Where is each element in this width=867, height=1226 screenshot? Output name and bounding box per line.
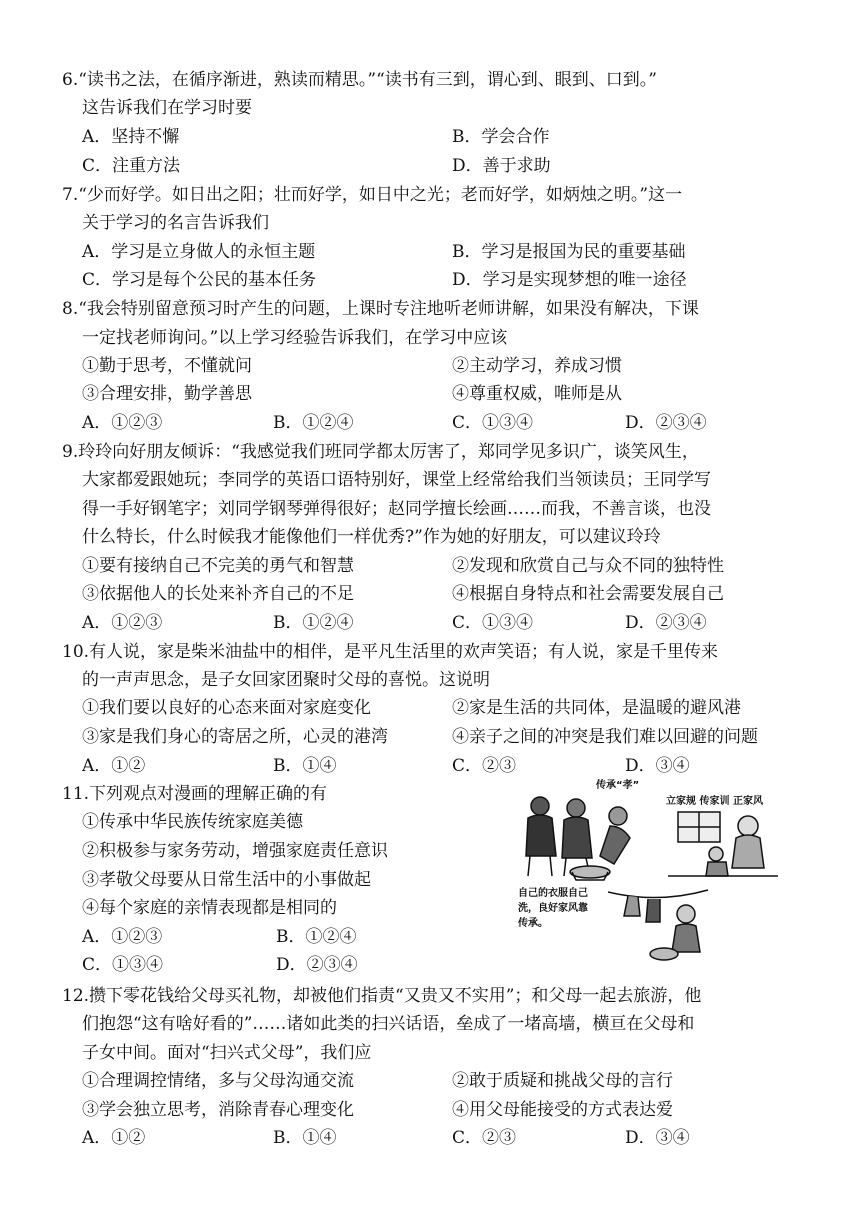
question-12-stem-line-2: 们抱怨“这有啥好看的”……诸如此类的扫兴话语，垒成了一堵高墙，横亘在父母和 <box>82 1014 695 1034</box>
question-8-stem-line-1: 8.“我会特别留意预习时产生的问题，上课时专注地听老师讲解，如果没有解决，下课 <box>62 299 699 319</box>
question-10-stem-line-1: 10.有人说，家是柴米油盐中的相伴，是平凡生活里的欢声笑语；有人说，家是千里传来 <box>62 642 719 662</box>
question-12-stem-line-1: 12.攒下零花钱给父母买礼物，却被他们指责“又贵又不实用”；和父母一起去旅游，他 <box>62 986 702 1006</box>
question-7-stem-line-2: 关于学习的名言告诉我们 <box>82 213 269 233</box>
question-11-cartoon <box>518 776 818 966</box>
question-10-item-1: ①我们要以良好的心态来面对家庭变化 <box>82 698 371 718</box>
question-11-option-a: A．①②③ <box>82 927 163 947</box>
question-9-stem-line-3: 得一手好钢笔字；刘同学钢琴弹得很好；赵同学擅长绘画……而我，不善言谈，也没 <box>82 499 711 519</box>
question-7-option-b: B．学习是报国为民的重要基础 <box>452 242 686 262</box>
question-11-item-1: ①传承中华民族传统家庭美德 <box>82 812 303 832</box>
question-11-item-4: ④每个家庭的亲情表现都是相同的 <box>82 898 337 918</box>
question-8-item-4: ④尊重权威，唯师是从 <box>452 384 622 404</box>
question-8-stem-line-2: 一定找老师询问。”以上学习经验告诉我们，在学习中应该 <box>82 328 508 348</box>
cartoon-panel-3-caption <box>518 884 588 929</box>
question-8-item-3: ③合理安排，勤学善思 <box>82 384 252 404</box>
question-6-option-a: A．坚持不懈 <box>82 127 180 147</box>
question-10-item-2: ②家是生活的共同体，是温暖的避风港 <box>452 698 741 718</box>
question-12-option-b: B．①④ <box>273 1128 337 1148</box>
question-12-item-2: ②敢于质疑和挑战父母的言行 <box>452 1071 673 1091</box>
question-12-option-a: A．①② <box>82 1128 146 1148</box>
question-12-option-c: C．②③ <box>452 1128 517 1148</box>
question-12-item-3: ③学会独立思考，消除青春心理变化 <box>82 1100 354 1120</box>
question-11-stem: 11.下列观点对漫画的理解正确的有 <box>62 784 328 804</box>
question-7-option-d: D．学习是实现梦想的唯一途径 <box>452 270 687 290</box>
question-6-option-b: B．学会合作 <box>452 127 550 147</box>
question-8-option-a: A．①②③ <box>82 413 163 433</box>
cartoon-panel-family-rules <box>668 808 778 880</box>
question-12-stem-line-3: 子女中间。面对“扫兴式父母”，我们应 <box>82 1043 372 1063</box>
caption-line-2: 洗，良好家风靠 <box>518 903 588 914</box>
question-6-stem-line-1: 6.“读书之法，在循序渐进，熟读而精思。”“读书有三到，谓心到、眼到、口到。” <box>62 70 657 90</box>
cartoon-panel-foot-washing <box>518 786 648 881</box>
question-8-option-b: B．①②④ <box>273 413 354 433</box>
question-10-option-b: B．①④ <box>273 756 337 776</box>
question-7-option-a: A．学习是立身做人的永恒主题 <box>82 242 316 262</box>
question-8-item-2: ②主动学习，养成习惯 <box>452 356 622 376</box>
question-8-item-1: ①勤于思考，不懂就问 <box>82 356 252 376</box>
question-6-option-c: C．注重方法 <box>82 156 181 176</box>
question-10-item-4: ④亲子之间的冲突是我们难以回避的问题 <box>452 727 758 747</box>
question-11-option-b: B．①②④ <box>276 927 357 947</box>
question-9-item-1: ①要有接纳自己不完美的勇气和智慧 <box>82 556 354 576</box>
question-11-option-c: C．①③④ <box>82 955 164 975</box>
question-9-stem-line-2: 大家都爱跟她玩；李同学的英语口语特别好，课堂上经常给我们当领读员；王同学写 <box>82 470 711 490</box>
question-9-item-3: ③依据他人的长处来补齐自己的不足 <box>82 584 354 604</box>
question-7-stem-line-1: 7.“少而好学。如日出之阳；壮而好学，如日中之光；老而好学，如炳烛之明。”这一 <box>62 185 683 205</box>
question-9-item-4: ④根据自身特点和社会需要发展自己 <box>452 584 724 604</box>
question-9-option-b: B．①②④ <box>273 613 354 633</box>
question-12-option-d: D．③④ <box>625 1128 690 1148</box>
question-12-item-4: ④用父母能接受的方式表达爱 <box>452 1100 673 1120</box>
question-10-option-d: D．③④ <box>625 756 690 776</box>
cartoon-panel-1-caption: 传承“孝” <box>596 780 640 791</box>
question-10-option-a: A．①② <box>82 756 146 776</box>
question-12-item-1: ①合理调控情绪，多与父母沟通交流 <box>82 1071 354 1091</box>
question-11-item-2: ②积极参与家务劳动，增强家庭责任意识 <box>82 841 388 861</box>
question-10-option-c: C．②③ <box>452 756 517 776</box>
question-8-option-d: D．②③④ <box>625 413 707 433</box>
question-6-option-d: D．善于求助 <box>452 156 551 176</box>
question-8-option-c: C．①③④ <box>452 413 534 433</box>
question-9-stem-line-4: 什么特长，什么时候我才能像他们一样优秀?”作为她的好朋友，可以建议玲玲 <box>82 527 661 547</box>
caption-line-3: 传承。 <box>518 918 548 929</box>
question-6-stem-line-2: 这告诉我们在学习时要 <box>82 98 252 118</box>
question-10-stem-line-2: 的一声声思念，是子女回家团聚时父母的喜悦。这说明 <box>82 670 490 690</box>
question-9-option-a: A．①②③ <box>82 613 163 633</box>
question-9-option-d: D．②③④ <box>625 613 707 633</box>
cartoon-panel-2-caption: 立家规 传家训 正家风 <box>666 796 763 807</box>
question-9-item-2: ②发现和欣赏自己与众不同的独特性 <box>452 556 724 576</box>
caption-line-1: 自己的衣服自己 <box>518 888 588 899</box>
cartoon-panel-laundry <box>608 882 718 966</box>
question-9-option-c: C．①③④ <box>452 613 534 633</box>
question-11-item-3: ③孝敬父母要从日常生活中的小事做起 <box>82 870 371 890</box>
question-7-option-c: C．学习是每个公民的基本任务 <box>82 270 317 290</box>
question-11-option-d: D．②③④ <box>276 955 358 975</box>
question-10-item-3: ③家是我们身心的寄居之所，心灵的港湾 <box>82 727 388 747</box>
question-9-stem-line-1: 9.玲玲向好朋友倾诉：“我感觉我们班同学都太厉害了，郑同学见多识广，谈笑风生， <box>62 442 699 462</box>
